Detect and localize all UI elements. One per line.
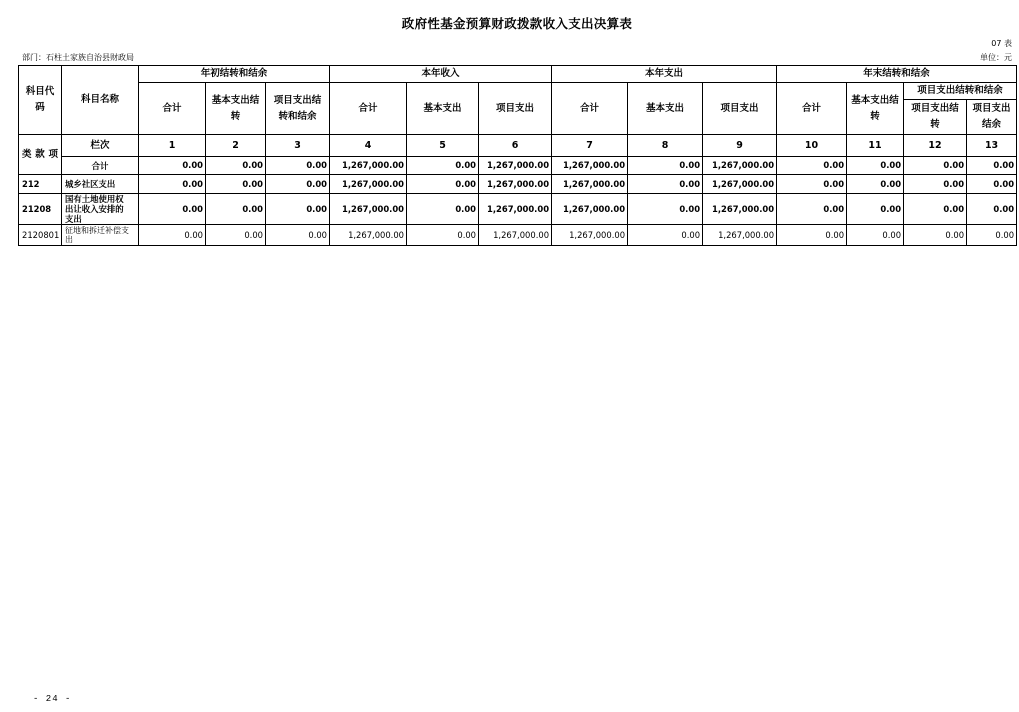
header-subject-name: 科目名称 xyxy=(62,66,139,135)
amount-income-total: 1,267,000.00 xyxy=(330,175,407,194)
page-number: - 24 - xyxy=(33,694,72,704)
amount-closing-project-balance: 0.00 xyxy=(967,175,1017,194)
column-number: 12 xyxy=(904,135,967,157)
amount-expenditure-project: 1,267,000.00 xyxy=(703,225,777,246)
level-label-category: 类 xyxy=(22,149,32,160)
column-number: 2 xyxy=(206,135,266,157)
table-row xyxy=(19,175,1017,194)
amount-closing-basic: 0.00 xyxy=(847,175,904,194)
column-number: 7 xyxy=(552,135,628,157)
amount-income-project: 1,267,000.00 xyxy=(479,157,552,175)
amount-income-basic: 0.00 xyxy=(407,225,479,246)
amount-income-total: 1,267,000.00 xyxy=(330,157,407,175)
amount-opening-basic: 0.00 xyxy=(206,194,266,225)
header-income-group: 本年收入 xyxy=(330,66,552,83)
amount-income-total: 1,267,000.00 xyxy=(330,225,407,246)
final-accounts-table xyxy=(18,65,1017,246)
header-closing-basic: 基本支出结转 xyxy=(847,83,904,135)
header-subject-code: 科目代码 xyxy=(19,66,62,135)
amount-opening-basic: 0.00 xyxy=(206,225,266,246)
amount-expenditure-project: 1,267,000.00 xyxy=(703,175,777,194)
total-row xyxy=(19,157,1017,175)
subject-code-cell: 21208 xyxy=(19,194,62,225)
header-closing-total: 合计 xyxy=(777,83,847,135)
amount-closing-project-balance: 0.00 xyxy=(967,194,1017,225)
amount-income-total: 1,267,000.00 xyxy=(330,194,407,225)
subject-code-cell: 2120801 xyxy=(19,225,62,246)
amount-opening-total: 0.00 xyxy=(139,225,206,246)
column-number: 13 xyxy=(967,135,1017,157)
header-expenditure-basic: 基本支出 xyxy=(628,83,703,135)
column-number: 1 xyxy=(139,135,206,157)
amount-expenditure-project: 1,267,000.00 xyxy=(703,194,777,225)
header-opening-total: 合计 xyxy=(139,83,206,135)
amount-income-basic: 0.00 xyxy=(407,194,479,225)
subject-name-cell: 城乡社区支出 xyxy=(62,175,139,194)
amount-income-basic: 0.00 xyxy=(407,175,479,194)
subject-name-cell: 征地和拆迁补偿支出 xyxy=(62,225,139,246)
column-index-row xyxy=(19,135,1017,157)
column-number: 6 xyxy=(479,135,552,157)
amount-expenditure-total: 1,267,000.00 xyxy=(552,175,628,194)
amount-income-basic: 0.00 xyxy=(407,157,479,175)
amount-closing-basic: 0.00 xyxy=(847,225,904,246)
amount-opening-total: 0.00 xyxy=(139,175,206,194)
amount-opening-basic: 0.00 xyxy=(206,157,266,175)
amount-closing-total: 0.00 xyxy=(777,194,847,225)
amount-expenditure-basic: 0.00 xyxy=(628,157,703,175)
amount-expenditure-total: 1,267,000.00 xyxy=(552,225,628,246)
amount-opening-project: 0.00 xyxy=(266,225,330,246)
header-closing-group: 年末结转和结余 xyxy=(777,66,1017,83)
amount-expenditure-basic: 0.00 xyxy=(628,175,703,194)
column-number: 3 xyxy=(266,135,330,157)
amount-closing-project-carryover: 0.00 xyxy=(904,157,967,175)
department-label: 部门：石柱土家族自治县财政局 xyxy=(22,53,134,62)
amount-closing-project-balance: 0.00 xyxy=(967,157,1017,175)
unit-label: 单位：元 xyxy=(980,53,1012,62)
header-expenditure-total: 合计 xyxy=(552,83,628,135)
header-income-total: 合计 xyxy=(330,83,407,135)
header-opening-basic: 基本支出结转 xyxy=(206,83,266,135)
amount-closing-total: 0.00 xyxy=(777,225,847,246)
amount-opening-project: 0.00 xyxy=(266,194,330,225)
amount-expenditure-total: 1,267,000.00 xyxy=(552,157,628,175)
level-label-section: 款 xyxy=(35,149,45,160)
amount-expenditure-project: 1,267,000.00 xyxy=(703,157,777,175)
table-row xyxy=(19,194,1017,225)
column-number: 4 xyxy=(330,135,407,157)
amount-closing-project-carryover: 0.00 xyxy=(904,225,967,246)
header-row-columns xyxy=(19,83,1017,100)
form-number: 07 表 xyxy=(991,39,1012,48)
header-opening-project: 项目支出结转和结余 xyxy=(266,83,330,135)
column-number: 8 xyxy=(628,135,703,157)
amount-opening-total: 0.00 xyxy=(139,157,206,175)
subject-name-cell: 国有土地使用权出让收入安排的支出 xyxy=(62,194,139,225)
level-labels-cell xyxy=(19,135,62,175)
column-index-label: 栏次 xyxy=(62,135,139,157)
amount-opening-project: 0.00 xyxy=(266,175,330,194)
header-income-basic: 基本支出 xyxy=(407,83,479,135)
subject-code-cell: 212 xyxy=(19,175,62,194)
amount-expenditure-total: 1,267,000.00 xyxy=(552,194,628,225)
header-closing-project-balance: 项目支出结余 xyxy=(967,100,1017,135)
table-body xyxy=(19,135,1017,246)
amount-closing-basic: 0.00 xyxy=(847,157,904,175)
amount-income-project: 1,267,000.00 xyxy=(479,175,552,194)
amount-closing-total: 0.00 xyxy=(777,175,847,194)
amount-closing-project-carryover: 0.00 xyxy=(904,194,967,225)
amount-closing-project-balance: 0.00 xyxy=(967,225,1017,246)
header-income-project: 项目支出 xyxy=(479,83,552,135)
header-expenditure-group: 本年支出 xyxy=(552,66,777,83)
table-row xyxy=(19,225,1017,246)
header-closing-project-carryover: 项目支出结转 xyxy=(904,100,967,135)
level-label-item: 项 xyxy=(48,149,58,160)
header-closing-project: 项目支出结转和结余 xyxy=(904,83,1017,100)
amount-closing-basic: 0.00 xyxy=(847,194,904,225)
column-number: 9 xyxy=(703,135,777,157)
column-number: 5 xyxy=(407,135,479,157)
header-opening-group: 年初结转和结余 xyxy=(139,66,330,83)
amount-income-project: 1,267,000.00 xyxy=(479,194,552,225)
header-row-groups xyxy=(19,66,1017,83)
amount-opening-project: 0.00 xyxy=(266,157,330,175)
amount-expenditure-basic: 0.00 xyxy=(628,225,703,246)
amount-closing-project-carryover: 0.00 xyxy=(904,175,967,194)
header-expenditure-project: 项目支出 xyxy=(703,83,777,135)
amount-opening-basic: 0.00 xyxy=(206,175,266,194)
total-label-cell: 合计 xyxy=(62,157,139,175)
amount-income-project: 1,267,000.00 xyxy=(479,225,552,246)
column-number: 11 xyxy=(847,135,904,157)
amount-expenditure-basic: 0.00 xyxy=(628,194,703,225)
table-header xyxy=(19,66,1017,135)
amount-closing-total: 0.00 xyxy=(777,157,847,175)
amount-opening-total: 0.00 xyxy=(139,194,206,225)
report-title: 政府性基金预算财政拨款收入支出决算表 xyxy=(401,16,633,31)
column-number: 10 xyxy=(777,135,847,157)
